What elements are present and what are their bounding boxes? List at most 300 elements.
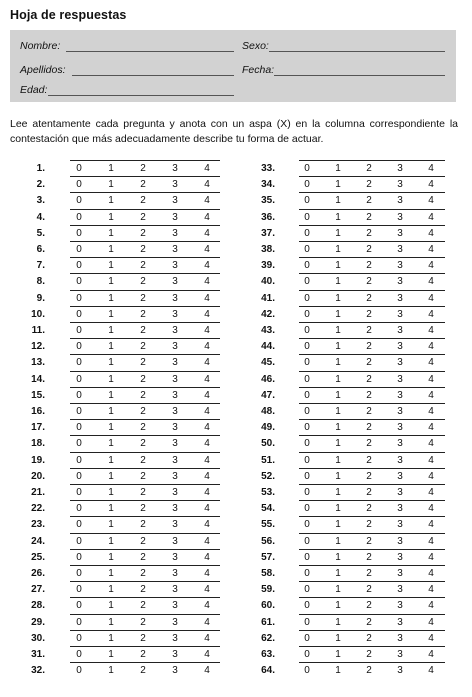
answer-option-2[interactable]: 2 (140, 357, 146, 369)
answer-option-3[interactable]: 3 (397, 454, 403, 466)
answer-option-4[interactable]: 4 (204, 551, 210, 563)
answer-option-0[interactable]: 0 (76, 308, 82, 320)
answer-option-2[interactable]: 2 (366, 163, 372, 174)
answer-option-0[interactable]: 0 (76, 292, 82, 304)
answer-option-1[interactable]: 1 (335, 260, 341, 272)
answer-option-1[interactable]: 1 (335, 665, 341, 677)
answer-option-2[interactable]: 2 (140, 244, 146, 255)
answer-option-2[interactable]: 2 (366, 260, 372, 272)
answer-option-2[interactable]: 2 (366, 211, 372, 223)
answer-option-0[interactable]: 0 (76, 519, 82, 531)
answer-option-3[interactable]: 3 (397, 373, 403, 385)
answer-option-4[interactable]: 4 (204, 260, 210, 272)
answer-option-1[interactable]: 1 (108, 325, 114, 336)
answer-option-4[interactable]: 4 (204, 438, 210, 450)
answer-option-1[interactable]: 1 (335, 487, 341, 498)
answer-option-3[interactable]: 3 (172, 584, 178, 596)
answer-option-4[interactable]: 4 (204, 357, 210, 369)
answer-option-3[interactable]: 3 (172, 276, 178, 288)
answer-option-0[interactable]: 0 (76, 535, 82, 547)
answer-option-2[interactable]: 2 (366, 584, 372, 596)
answer-option-0[interactable]: 0 (76, 503, 82, 515)
answer-option-3[interactable]: 3 (397, 308, 403, 320)
answer-option-0[interactable]: 0 (304, 227, 310, 239)
answer-option-2[interactable]: 2 (366, 568, 372, 579)
answer-option-3[interactable]: 3 (172, 470, 178, 482)
answer-option-4[interactable]: 4 (204, 276, 210, 288)
answer-option-4[interactable]: 4 (428, 389, 434, 401)
answer-option-4[interactable]: 4 (428, 357, 434, 369)
answer-option-4[interactable]: 4 (428, 632, 434, 644)
answer-option-0[interactable]: 0 (76, 389, 82, 401)
answer-option-2[interactable]: 2 (140, 487, 146, 498)
answer-option-3[interactable]: 3 (172, 389, 178, 401)
answer-option-0[interactable]: 0 (304, 373, 310, 385)
answer-option-1[interactable]: 1 (335, 276, 341, 288)
answer-option-4[interactable]: 4 (428, 600, 434, 612)
answer-option-0[interactable]: 0 (304, 600, 310, 612)
answer-option-4[interactable]: 4 (204, 325, 210, 336)
answer-option-0[interactable]: 0 (304, 389, 310, 401)
answer-option-2[interactable]: 2 (140, 616, 146, 628)
answer-option-0[interactable]: 0 (304, 503, 310, 515)
nombre-field[interactable] (20, 40, 235, 54)
answer-option-3[interactable]: 3 (172, 244, 178, 255)
answer-option-0[interactable]: 0 (304, 487, 310, 498)
answer-option-1[interactable]: 1 (335, 357, 341, 369)
answer-option-0[interactable]: 0 (76, 244, 82, 255)
answer-option-0[interactable]: 0 (76, 276, 82, 288)
answer-option-4[interactable]: 4 (428, 179, 434, 191)
answer-option-4[interactable]: 4 (204, 616, 210, 628)
answer-option-1[interactable]: 1 (108, 163, 114, 174)
answer-option-1[interactable]: 1 (108, 227, 114, 239)
answer-option-2[interactable]: 2 (366, 341, 372, 353)
answer-option-2[interactable]: 2 (140, 600, 146, 612)
answer-option-0[interactable]: 0 (304, 519, 310, 531)
answer-option-2[interactable]: 2 (366, 649, 372, 660)
answer-option-4[interactable]: 4 (428, 551, 434, 563)
answer-option-2[interactable]: 2 (366, 535, 372, 547)
answer-option-1[interactable]: 1 (108, 195, 114, 207)
answer-option-4[interactable]: 4 (428, 260, 434, 272)
answer-option-4[interactable]: 4 (204, 454, 210, 466)
answer-option-1[interactable]: 1 (108, 276, 114, 288)
answer-option-3[interactable]: 3 (172, 454, 178, 466)
answer-option-3[interactable]: 3 (397, 503, 403, 515)
answer-option-0[interactable]: 0 (76, 163, 82, 174)
answer-option-2[interactable]: 2 (140, 211, 146, 223)
answer-option-4[interactable]: 4 (428, 341, 434, 353)
answer-option-4[interactable]: 4 (204, 665, 210, 677)
answer-option-3[interactable]: 3 (172, 195, 178, 207)
answer-option-1[interactable]: 1 (108, 179, 114, 191)
answer-option-1[interactable]: 1 (108, 616, 114, 628)
answer-option-1[interactable]: 1 (108, 665, 114, 677)
answer-option-3[interactable]: 3 (172, 341, 178, 353)
answer-option-4[interactable]: 4 (428, 292, 434, 304)
answer-option-2[interactable]: 2 (366, 292, 372, 304)
answer-option-1[interactable]: 1 (335, 438, 341, 450)
answer-option-4[interactable]: 4 (204, 568, 210, 579)
answer-option-4[interactable]: 4 (428, 649, 434, 660)
answer-option-0[interactable]: 0 (304, 260, 310, 272)
answer-option-4[interactable]: 4 (204, 163, 210, 174)
answer-option-1[interactable]: 1 (335, 227, 341, 239)
answer-option-4[interactable]: 4 (204, 389, 210, 401)
answer-option-3[interactable]: 3 (172, 665, 178, 677)
answer-option-1[interactable]: 1 (108, 568, 114, 579)
answer-option-3[interactable]: 3 (172, 649, 178, 660)
sexo-line[interactable] (269, 51, 445, 52)
answer-option-1[interactable]: 1 (335, 454, 341, 466)
answer-option-1[interactable]: 1 (108, 406, 114, 417)
answer-option-4[interactable]: 4 (428, 406, 434, 417)
answer-option-3[interactable]: 3 (172, 535, 178, 547)
answer-option-2[interactable]: 2 (366, 325, 372, 336)
answer-option-3[interactable]: 3 (172, 308, 178, 320)
answer-option-2[interactable]: 2 (366, 179, 372, 191)
answer-option-2[interactable]: 2 (366, 357, 372, 369)
answer-option-1[interactable]: 1 (108, 470, 114, 482)
answer-option-2[interactable]: 2 (140, 373, 146, 385)
answer-option-3[interactable]: 3 (397, 422, 403, 434)
answer-option-2[interactable]: 2 (140, 470, 146, 482)
answer-option-0[interactable]: 0 (76, 373, 82, 385)
answer-option-2[interactable]: 2 (140, 308, 146, 320)
answer-option-4[interactable]: 4 (428, 308, 434, 320)
answer-option-2[interactable]: 2 (366, 616, 372, 628)
answer-option-3[interactable]: 3 (172, 568, 178, 579)
answer-option-1[interactable]: 1 (108, 535, 114, 547)
answer-option-4[interactable]: 4 (428, 163, 434, 174)
answer-option-0[interactable]: 0 (76, 211, 82, 223)
answer-option-0[interactable]: 0 (304, 665, 310, 677)
answer-option-2[interactable]: 2 (366, 632, 372, 644)
answer-option-0[interactable]: 0 (304, 292, 310, 304)
answer-option-1[interactable]: 1 (108, 373, 114, 385)
answer-option-2[interactable]: 2 (140, 649, 146, 660)
answer-option-4[interactable]: 4 (204, 584, 210, 596)
answer-option-3[interactable]: 3 (397, 211, 403, 223)
answer-option-0[interactable]: 0 (304, 551, 310, 563)
answer-option-3[interactable]: 3 (172, 406, 178, 417)
answer-option-2[interactable]: 2 (366, 551, 372, 563)
answer-option-0[interactable]: 0 (304, 568, 310, 579)
answer-option-3[interactable]: 3 (397, 665, 403, 677)
apellidos-field[interactable] (20, 64, 235, 78)
answer-option-0[interactable]: 0 (76, 260, 82, 272)
answer-option-0[interactable]: 0 (76, 195, 82, 207)
answer-option-2[interactable]: 2 (366, 422, 372, 434)
answer-option-3[interactable]: 3 (397, 195, 403, 207)
answer-option-2[interactable]: 2 (140, 665, 146, 677)
answer-option-1[interactable]: 1 (335, 632, 341, 644)
answer-option-3[interactable]: 3 (397, 389, 403, 401)
answer-option-0[interactable]: 0 (76, 649, 82, 660)
answer-option-0[interactable]: 0 (304, 535, 310, 547)
answer-option-0[interactable]: 0 (304, 357, 310, 369)
answer-option-4[interactable]: 4 (428, 470, 434, 482)
answer-option-0[interactable]: 0 (76, 325, 82, 336)
answer-option-3[interactable]: 3 (397, 341, 403, 353)
answer-option-1[interactable]: 1 (335, 649, 341, 660)
answer-option-1[interactable]: 1 (108, 584, 114, 596)
answer-option-4[interactable]: 4 (204, 227, 210, 239)
answer-option-3[interactable]: 3 (397, 227, 403, 239)
answer-option-2[interactable]: 2 (140, 292, 146, 304)
answer-option-3[interactable]: 3 (397, 406, 403, 417)
answer-option-0[interactable]: 0 (304, 163, 310, 174)
answer-option-2[interactable]: 2 (366, 389, 372, 401)
answer-option-3[interactable]: 3 (172, 600, 178, 612)
answer-option-0[interactable]: 0 (304, 616, 310, 628)
answer-option-4[interactable]: 4 (204, 211, 210, 223)
answer-option-2[interactable]: 2 (366, 373, 372, 385)
answer-option-0[interactable]: 0 (76, 584, 82, 596)
answer-option-3[interactable]: 3 (397, 487, 403, 498)
answer-option-1[interactable]: 1 (108, 503, 114, 515)
answer-option-1[interactable]: 1 (335, 584, 341, 596)
answer-option-4[interactable]: 4 (428, 244, 434, 255)
answer-option-1[interactable]: 1 (108, 260, 114, 272)
answer-option-4[interactable]: 4 (204, 179, 210, 191)
answer-option-4[interactable]: 4 (204, 244, 210, 255)
answer-option-1[interactable]: 1 (335, 211, 341, 223)
answer-option-0[interactable]: 0 (76, 487, 82, 498)
fecha-line[interactable] (274, 75, 445, 76)
answer-option-2[interactable]: 2 (140, 341, 146, 353)
answer-option-4[interactable]: 4 (428, 211, 434, 223)
answer-option-4[interactable]: 4 (204, 600, 210, 612)
answer-option-1[interactable]: 1 (108, 438, 114, 450)
answer-option-2[interactable]: 2 (366, 438, 372, 450)
answer-option-1[interactable]: 1 (108, 519, 114, 531)
answer-option-1[interactable]: 1 (335, 195, 341, 207)
answer-option-4[interactable]: 4 (204, 292, 210, 304)
answer-option-2[interactable]: 2 (366, 276, 372, 288)
answer-option-1[interactable]: 1 (335, 503, 341, 515)
answer-option-1[interactable]: 1 (108, 422, 114, 434)
answer-option-2[interactable]: 2 (140, 195, 146, 207)
answer-option-0[interactable]: 0 (304, 406, 310, 417)
answer-option-2[interactable]: 2 (366, 227, 372, 239)
answer-option-2[interactable]: 2 (366, 600, 372, 612)
answer-option-3[interactable]: 3 (172, 632, 178, 644)
answer-option-3[interactable]: 3 (172, 487, 178, 498)
answer-option-3[interactable]: 3 (172, 551, 178, 563)
answer-option-3[interactable]: 3 (397, 292, 403, 304)
answer-option-4[interactable]: 4 (428, 519, 434, 531)
answer-option-3[interactable]: 3 (397, 470, 403, 482)
answer-option-1[interactable]: 1 (108, 487, 114, 498)
answer-option-2[interactable]: 2 (140, 519, 146, 531)
answer-option-1[interactable]: 1 (108, 341, 114, 353)
answer-option-2[interactable]: 2 (140, 163, 146, 174)
answer-option-2[interactable]: 2 (366, 454, 372, 466)
answer-option-1[interactable]: 1 (108, 600, 114, 612)
answer-option-2[interactable]: 2 (140, 568, 146, 579)
answer-option-0[interactable]: 0 (76, 616, 82, 628)
answer-option-4[interactable]: 4 (428, 276, 434, 288)
answer-option-1[interactable]: 1 (108, 244, 114, 255)
answer-option-3[interactable]: 3 (172, 616, 178, 628)
answer-option-2[interactable]: 2 (366, 519, 372, 531)
edad-field[interactable] (20, 84, 235, 98)
answer-option-2[interactable]: 2 (366, 195, 372, 207)
answer-option-0[interactable]: 0 (76, 422, 82, 434)
answer-option-0[interactable]: 0 (304, 244, 310, 255)
answer-option-3[interactable]: 3 (397, 632, 403, 644)
answer-option-0[interactable]: 0 (76, 600, 82, 612)
answer-option-2[interactable]: 2 (140, 389, 146, 401)
answer-option-1[interactable]: 1 (335, 292, 341, 304)
answer-option-0[interactable]: 0 (304, 325, 310, 336)
answer-option-2[interactable]: 2 (140, 551, 146, 563)
answer-option-4[interactable]: 4 (428, 665, 434, 677)
answer-option-4[interactable]: 4 (204, 632, 210, 644)
answer-option-4[interactable]: 4 (428, 568, 434, 579)
answer-option-1[interactable]: 1 (335, 551, 341, 563)
answer-option-4[interactable]: 4 (428, 325, 434, 336)
answer-option-2[interactable]: 2 (140, 438, 146, 450)
answer-option-2[interactable]: 2 (140, 260, 146, 272)
answer-option-1[interactable]: 1 (108, 649, 114, 660)
answer-option-3[interactable]: 3 (397, 179, 403, 191)
answer-option-1[interactable]: 1 (335, 179, 341, 191)
answer-option-2[interactable]: 2 (366, 308, 372, 320)
answer-option-1[interactable]: 1 (108, 389, 114, 401)
answer-option-4[interactable]: 4 (204, 195, 210, 207)
answer-option-0[interactable]: 0 (304, 276, 310, 288)
answer-option-4[interactable]: 4 (204, 535, 210, 547)
answer-option-1[interactable]: 1 (335, 422, 341, 434)
answer-option-0[interactable]: 0 (76, 470, 82, 482)
answer-option-4[interactable]: 4 (204, 519, 210, 531)
answer-option-0[interactable]: 0 (304, 584, 310, 596)
answer-option-3[interactable]: 3 (397, 568, 403, 579)
answer-option-3[interactable]: 3 (172, 179, 178, 191)
answer-option-2[interactable]: 2 (140, 584, 146, 596)
fecha-field[interactable] (242, 64, 446, 78)
answer-option-1[interactable]: 1 (335, 308, 341, 320)
answer-option-4[interactable]: 4 (204, 470, 210, 482)
answer-option-3[interactable]: 3 (397, 276, 403, 288)
answer-option-1[interactable]: 1 (335, 325, 341, 336)
answer-option-1[interactable]: 1 (335, 519, 341, 531)
answer-option-4[interactable]: 4 (428, 454, 434, 466)
answer-option-0[interactable]: 0 (304, 211, 310, 223)
answer-option-3[interactable]: 3 (172, 163, 178, 174)
answer-option-3[interactable]: 3 (397, 244, 403, 255)
answer-option-3[interactable]: 3 (397, 600, 403, 612)
answer-option-3[interactable]: 3 (397, 551, 403, 563)
answer-option-0[interactable]: 0 (76, 438, 82, 450)
answer-option-0[interactable]: 0 (76, 551, 82, 563)
answer-option-2[interactable]: 2 (140, 325, 146, 336)
answer-option-4[interactable]: 4 (204, 649, 210, 660)
answer-option-0[interactable]: 0 (76, 341, 82, 353)
nombre-line[interactable] (66, 51, 234, 52)
answer-option-0[interactable]: 0 (304, 195, 310, 207)
answer-option-4[interactable]: 4 (428, 503, 434, 515)
edad-line[interactable] (48, 95, 234, 96)
answer-option-1[interactable]: 1 (108, 292, 114, 304)
answer-option-0[interactable]: 0 (304, 632, 310, 644)
answer-option-1[interactable]: 1 (335, 406, 341, 417)
answer-option-4[interactable]: 4 (428, 487, 434, 498)
answer-option-2[interactable]: 2 (366, 406, 372, 417)
answer-option-2[interactable]: 2 (366, 665, 372, 677)
answer-option-4[interactable]: 4 (428, 616, 434, 628)
answer-option-1[interactable]: 1 (335, 600, 341, 612)
answer-option-1[interactable]: 1 (335, 470, 341, 482)
answer-option-2[interactable]: 2 (366, 503, 372, 515)
answer-option-3[interactable]: 3 (397, 616, 403, 628)
answer-option-0[interactable]: 0 (304, 308, 310, 320)
answer-option-0[interactable]: 0 (304, 454, 310, 466)
answer-option-1[interactable]: 1 (335, 389, 341, 401)
answer-option-1[interactable]: 1 (108, 211, 114, 223)
answer-option-1[interactable]: 1 (108, 632, 114, 644)
answer-option-2[interactable]: 2 (140, 535, 146, 547)
answer-option-3[interactable]: 3 (172, 292, 178, 304)
answer-option-1[interactable]: 1 (335, 535, 341, 547)
answer-option-1[interactable]: 1 (335, 341, 341, 353)
answer-option-3[interactable]: 3 (397, 649, 403, 660)
answer-option-4[interactable]: 4 (204, 422, 210, 434)
answer-option-3[interactable]: 3 (172, 503, 178, 515)
answer-option-0[interactable]: 0 (76, 179, 82, 191)
answer-option-2[interactable]: 2 (140, 422, 146, 434)
answer-option-0[interactable]: 0 (304, 422, 310, 434)
answer-option-3[interactable]: 3 (172, 422, 178, 434)
answer-option-4[interactable]: 4 (428, 373, 434, 385)
answer-option-4[interactable]: 4 (204, 308, 210, 320)
answer-option-1[interactable]: 1 (335, 616, 341, 628)
answer-option-0[interactable]: 0 (304, 649, 310, 660)
answer-option-0[interactable]: 0 (76, 454, 82, 466)
answer-option-4[interactable]: 4 (428, 195, 434, 207)
sexo-field[interactable] (242, 40, 446, 54)
answer-option-3[interactable]: 3 (172, 260, 178, 272)
answer-option-0[interactable]: 0 (304, 438, 310, 450)
answer-option-2[interactable]: 2 (140, 179, 146, 191)
answer-option-1[interactable]: 1 (108, 357, 114, 369)
answer-option-3[interactable]: 3 (172, 325, 178, 336)
answer-option-0[interactable]: 0 (304, 341, 310, 353)
answer-option-0[interactable]: 0 (76, 665, 82, 677)
answer-option-1[interactable]: 1 (108, 551, 114, 563)
answer-option-3[interactable]: 3 (172, 373, 178, 385)
answer-option-3[interactable]: 3 (397, 325, 403, 336)
answer-option-4[interactable]: 4 (204, 487, 210, 498)
answer-option-2[interactable]: 2 (366, 470, 372, 482)
answer-option-0[interactable]: 0 (76, 357, 82, 369)
answer-option-2[interactable]: 2 (366, 244, 372, 255)
answer-option-4[interactable]: 4 (428, 227, 434, 239)
answer-option-4[interactable]: 4 (204, 341, 210, 353)
answer-option-2[interactable]: 2 (140, 503, 146, 515)
answer-option-4[interactable]: 4 (428, 584, 434, 596)
answer-option-0[interactable]: 0 (76, 227, 82, 239)
answer-option-3[interactable]: 3 (397, 584, 403, 596)
answer-option-2[interactable]: 2 (140, 406, 146, 417)
apellidos-line[interactable] (72, 75, 234, 76)
answer-option-3[interactable]: 3 (172, 519, 178, 531)
answer-option-0[interactable]: 0 (304, 179, 310, 191)
answer-option-0[interactable]: 0 (76, 406, 82, 417)
